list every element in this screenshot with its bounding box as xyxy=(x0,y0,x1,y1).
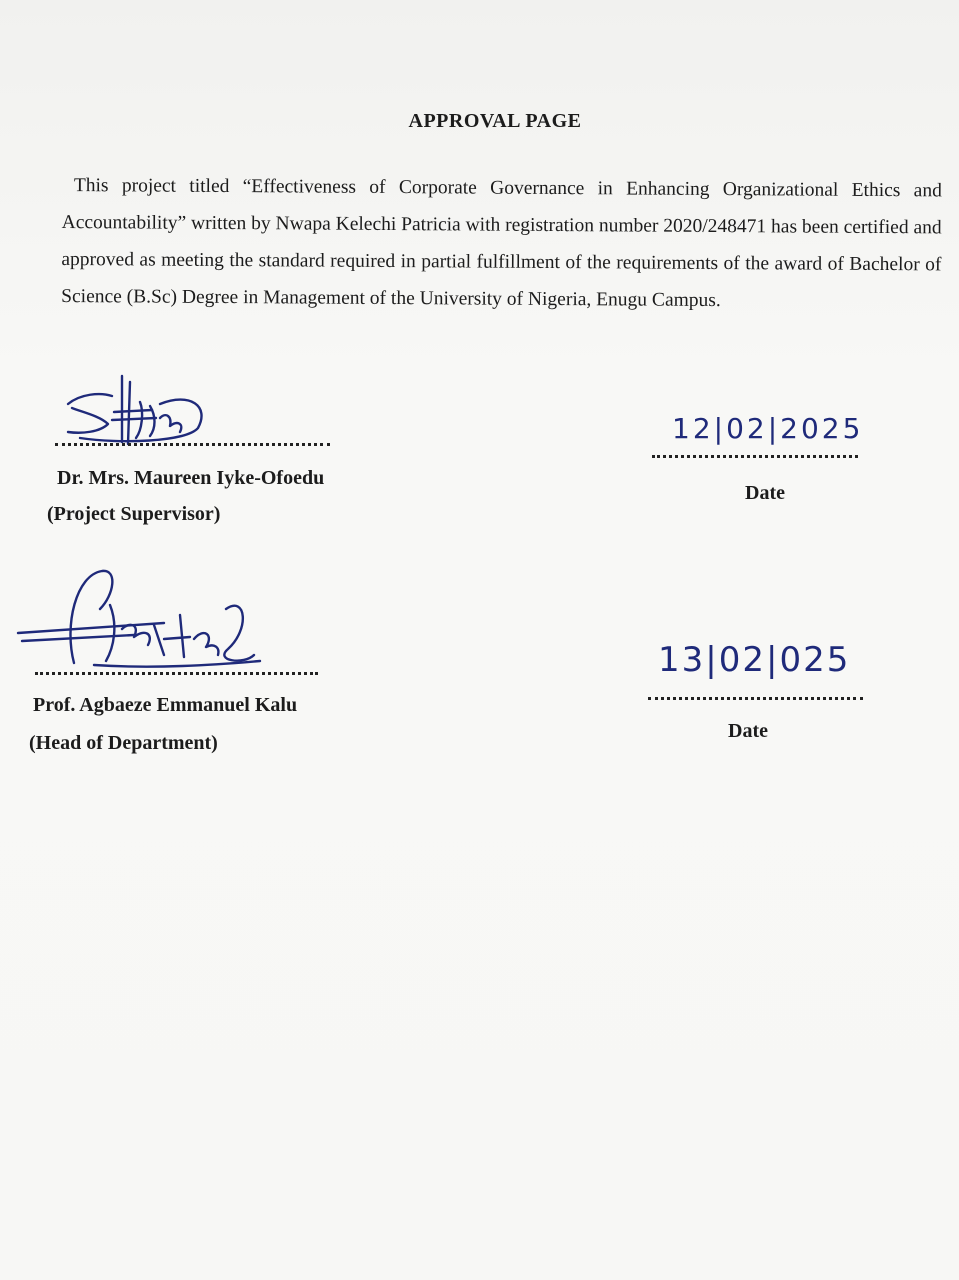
supervisor-signature xyxy=(60,372,220,452)
approval-statement xyxy=(61,167,942,320)
hod-name: Prof. Agbaeze Emmanuel Kalu xyxy=(33,694,298,716)
supervisor-name: Dr. Mrs. Maureen Iyke-Ofoedu xyxy=(57,467,325,489)
supervisor-date-line xyxy=(652,455,858,458)
supervisor-signature-line xyxy=(55,443,330,446)
hod-signature xyxy=(14,565,274,675)
approval-paragraph: This project titled “Effectiveness of Corporate Governance in Enhancing Organizational Ethics and Accountability” written by Nwapa Kelechi Patricia with registration number 2020/248471 has been certified and approved as meeting the standard required in partial fulfillment of the requirements of the award of Bachelor of Science (B.Sc) Degree in Management of the University of Nigeria, Enugu Campus. xyxy=(61,175,942,312)
supervisor-handwritten-date: 12|02|2025 xyxy=(672,412,864,445)
hod-date-line xyxy=(648,697,863,700)
hod-role: (Head of Department) xyxy=(29,732,218,754)
page-title: APPROVAL PAGE xyxy=(408,110,582,132)
hod-date-label: Date xyxy=(728,720,768,742)
supervisor-date-label: Date xyxy=(745,482,785,504)
supervisor-role: (Project Supervisor) xyxy=(47,503,221,525)
hod-signature-line xyxy=(35,672,318,675)
hod-handwritten-date: 13|02|025 xyxy=(658,640,851,680)
